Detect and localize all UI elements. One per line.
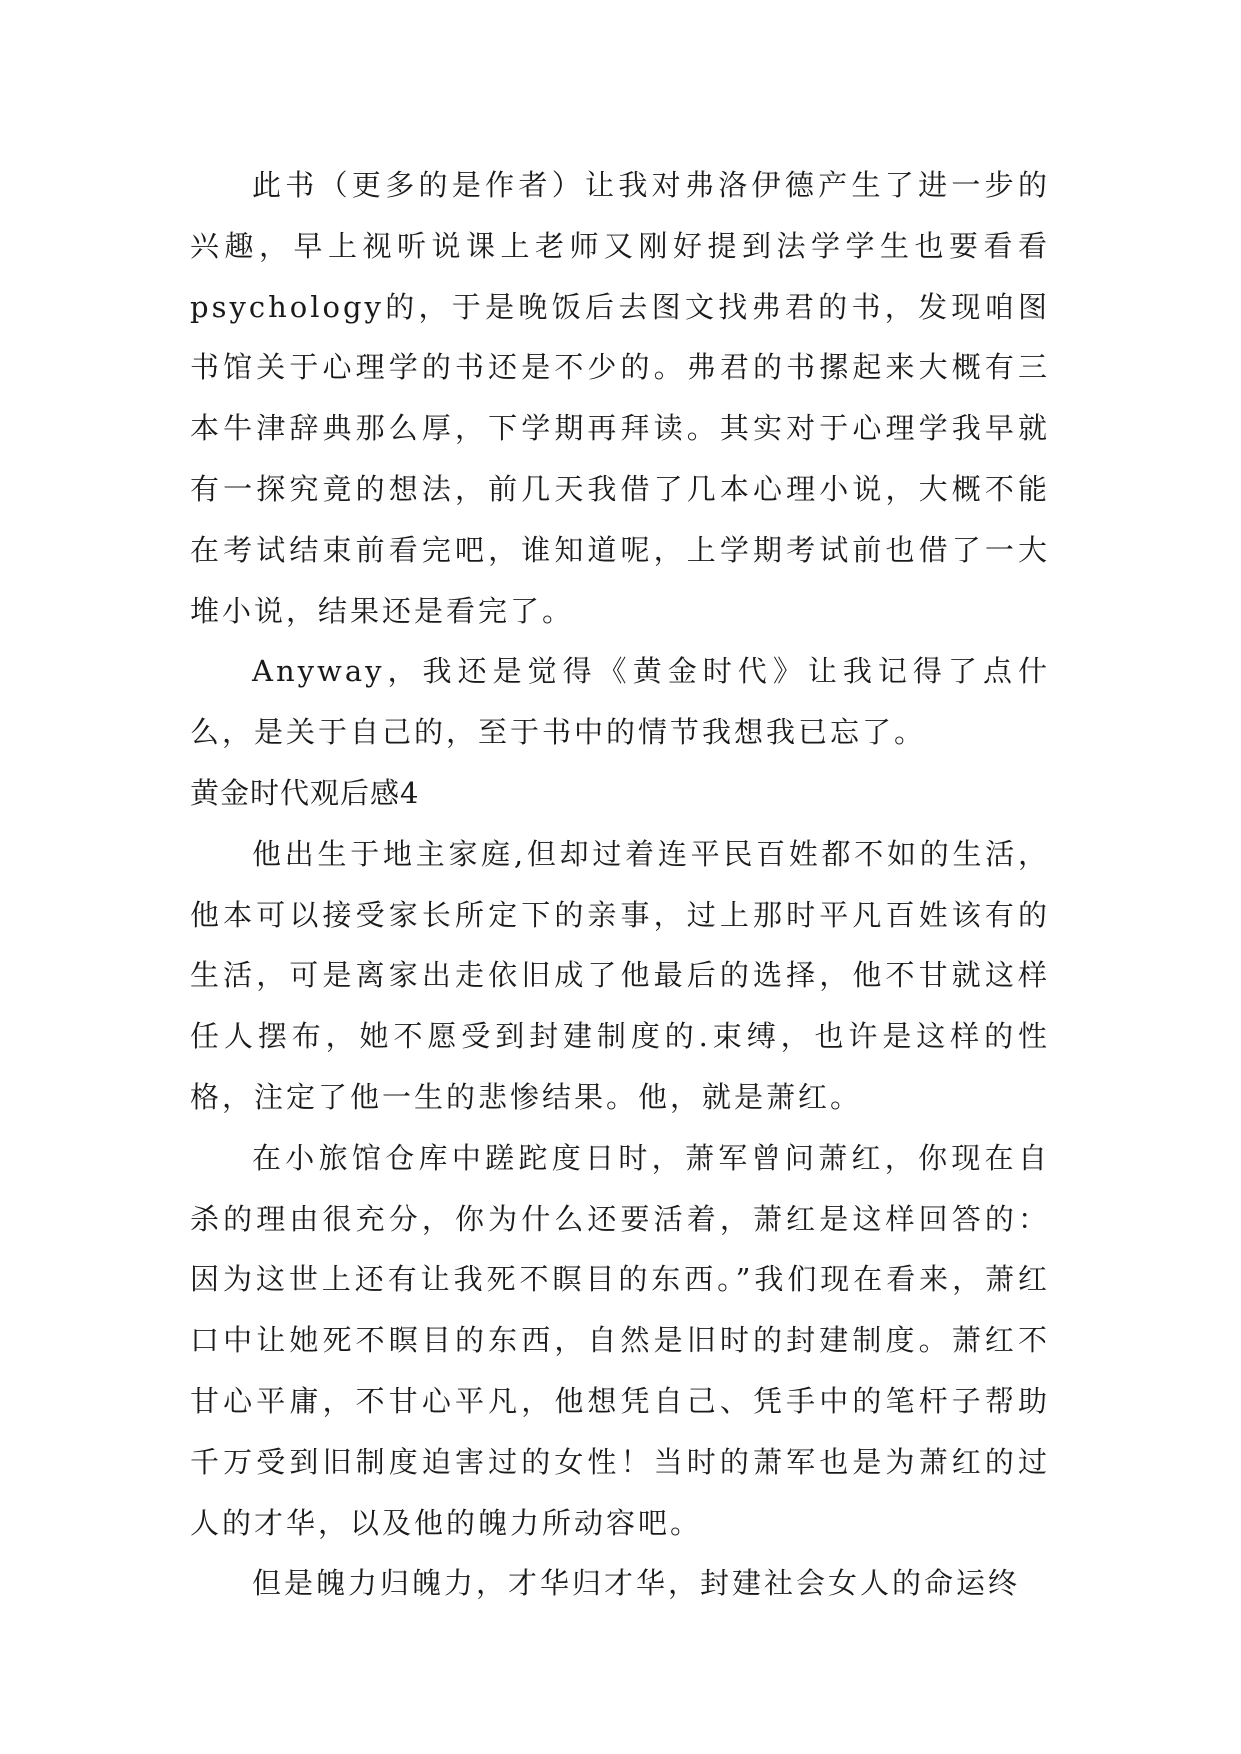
paragraph-xiaohong-background: 他出生于地主家庭,但却过着连平民百姓都不如的生活，他本可以接受家长所定下的亲事，过上那时平凡百姓该有的生活，可是离家出走依旧成了他最后的选择，他不甘就这样任人摆布，她不愿受到封建制度的.束缚，也许是这样的性格，注定了他一生的悲惨结果。他，就是萧红。	[190, 836, 1050, 1114]
paragraph-freud: 此书（更多的是作者）让我对弗洛伊德产生了进一步的兴趣，早上视听说课上老师又刚好提到法学学生也要看看psychology的，于是晚饭后去图文找弗君的书，发现咱图书馆关于心理学的书还是不少的。弗君的书摞起来大概有三本牛津辞典那么厚，下学期再拜读。其实对于心理学我早就有一探究竟的想法，前几天我借了几本心理小说，大概不能在考试结束前看完吧，谁知道呢，上学期考试前也借了一大堆小说，结果还是看完了。	[190, 168, 1050, 628]
paragraph-continuation: 但是魄力归魄力，才华归才华，封建社会女人的命运终	[252, 1566, 1021, 1601]
paragraph-anyway: Anyway，我还是觉得《黄金时代》让我记得了点什么，是关于自己的，至于书中的情节我想我已忘了。	[190, 654, 1050, 750]
document-body	[190, 155, 1050, 1614]
paragraph-xiaohong-inn: 在小旅馆仓库中蹉跎度日时，萧军曾问萧红，你现在自杀的理由很充分，你为什么还要活着，萧红是这样回答的：因为这世上还有让我死不瞑目的东西。”我们现在看来，萧红口中让她死不瞑目的东西，自然是旧时的封建制度。萧红不甘心平庸，不甘心平凡，他想凭自己、凭手中的笔杆子帮助千万受到旧制度迫害过的女性！当时的萧军也是为萧红的过人的才华，以及他的魄力所动容吧。	[190, 1140, 1050, 1540]
section-title: 黄金时代观后感4	[190, 775, 420, 810]
